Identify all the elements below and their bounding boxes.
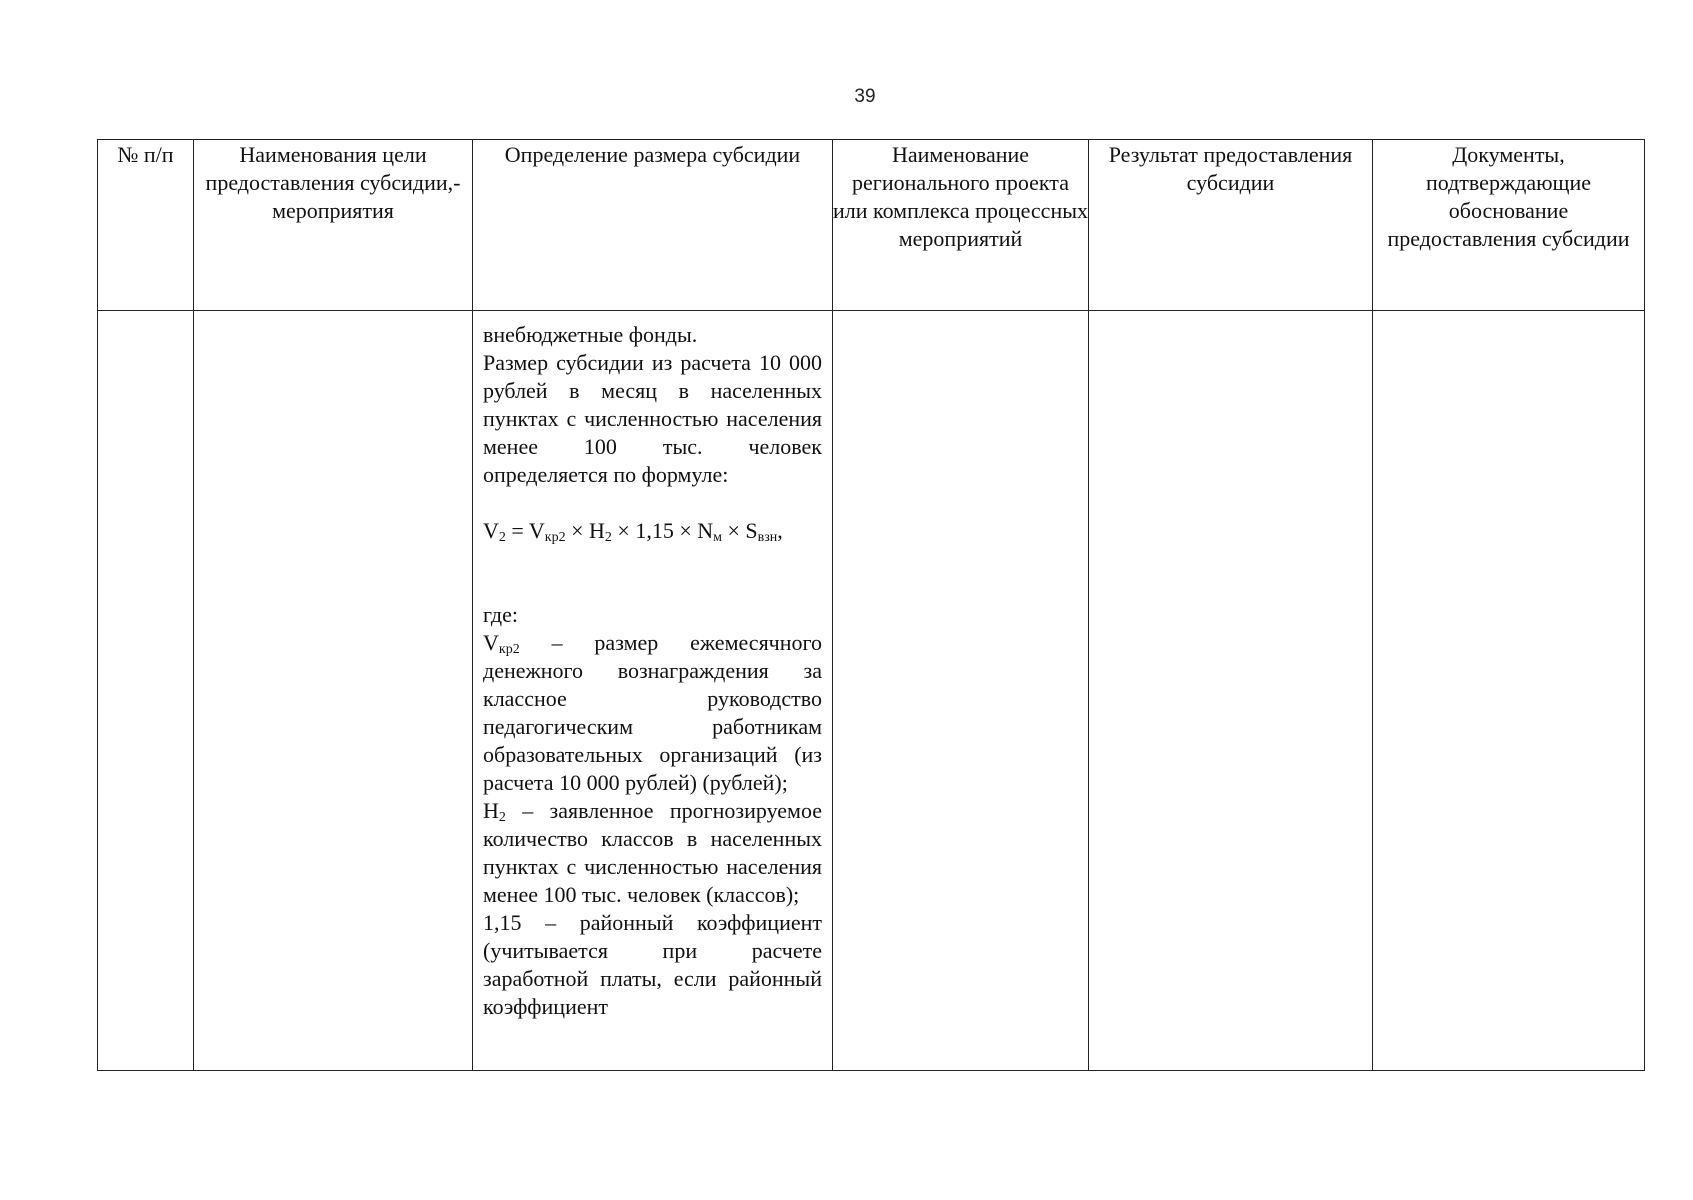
header-subsidy-size: Определение размера субсидии [473, 140, 833, 311]
cell-subsidy-size [473, 311, 833, 1071]
header-project-name: Наименование регионального проекта или комплекса процессных мероприятий [833, 140, 1089, 311]
text-funds: внебюджетные фонды. [483, 322, 698, 347]
cell-result [1089, 311, 1373, 1071]
cell-project-name [833, 311, 1089, 1071]
definition-h2: $H_2$ – заявленное прогнозируемое количество классов в населенных пунктах с численностью населения менее 100 тыс. человек (классов); [483, 798, 822, 907]
table-row [98, 311, 1645, 1071]
header-number: № п/п [98, 140, 194, 311]
text-subsidy-intro: Размер субсидии из расчета 10 000 рублей в месяц в населенных пунктах с численностью населения менее 100 тыс. человек определяется по формуле: [483, 350, 822, 487]
formula: $V_2 = V_{кр2} \times H_2 \times 1,15 \times N_м \times S_{взн}$, [483, 518, 783, 545]
definition-coefficient: 1,15 – районный коэффициент (учитывается при расчете заработной платы, если районный коэффициент [483, 910, 822, 1019]
header-goal-name: Наименования цели предоставления субсидии,- мероприятия [194, 140, 473, 311]
cell-number [98, 311, 194, 1071]
header-result: Результат предоставления субсидии [1089, 140, 1373, 311]
cell-documents [1373, 311, 1645, 1071]
cell-goal-name [194, 311, 473, 1071]
definition-vkr2: $V_{кр2}$ – размер ежемесячного денежного вознаграждения за классное руководство педагогическим работникам образовательных организаций (из расчета 10 000 рублей) (рублей); [483, 630, 822, 795]
text-where: где: [483, 602, 518, 627]
page-number: 39 [854, 86, 876, 107]
table-header-row [98, 140, 1645, 311]
header-documents: Документы, подтверждающие обоснование предоставления субсидии [1373, 140, 1645, 311]
subsidy-table [97, 139, 1645, 1071]
